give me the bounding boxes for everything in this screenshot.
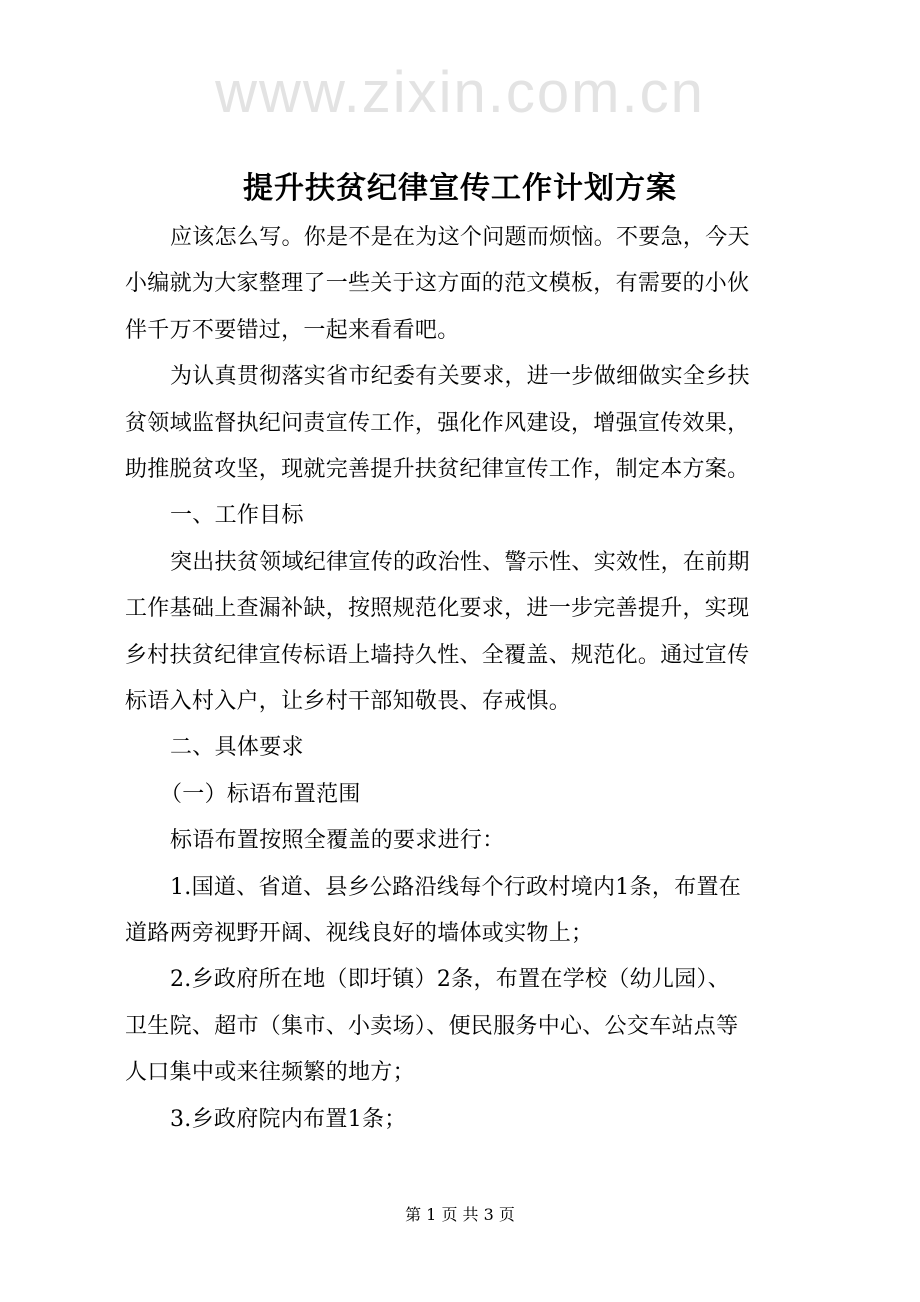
text-line: 突出扶贫领域纪律宣传的政治性、警示性、实效性，在前期 [170, 549, 750, 575]
text-line: 伴千万不要错过，一起来看看吧。 [125, 317, 460, 343]
text-line: 标语入村入户，让乡村干部知敬畏、存戒惧。 [125, 689, 572, 714]
text-line: 2.乡政府所在地（即圩镇）2条，布置在学校（幼儿园）、 [170, 967, 731, 993]
text-line: 乡村扶贫纪律宣传标语上墙持久性、全覆盖、规范化。通过宣传 [125, 642, 750, 668]
text-line: （一）标语布置范围 [160, 781, 361, 807]
page-footer: 第 1 页 共 3 页 [405, 1205, 515, 1224]
text-line: 为认真贯彻落实省市纪委有关要求，进一步做细做实全乡扶 [170, 364, 750, 390]
text-line: 小编就为大家整理了一些关于这方面的范文模板，有需要的小伙 [125, 271, 750, 297]
text-line: 卫生院、超市（集市、小卖场）、便民服务中心、公交车站点等 [125, 1013, 739, 1039]
text-line: 道路两旁视野开阔、视线良好的墙体或实物上； [125, 921, 594, 946]
watermark: www.zixin.com.cn [215, 60, 705, 125]
text-line: 人口集中或来往频繁的地方； [125, 1060, 415, 1086]
text-line: 应该怎么写。你是不是在为这个问题而烦恼。不要急，今天 [170, 225, 750, 250]
text-line: 3.乡政府院内布置1条； [170, 1106, 407, 1132]
text-line: 助推脱贫攻坚，现就完善提升扶贫纪律宣传工作，制定本方案。 [125, 457, 750, 482]
text-line: 标语布置按照全覆盖的要求进行： [170, 828, 505, 854]
text-line: 二、具体要求 [170, 735, 304, 761]
document-title: 提升扶贫纪律宣传工作计划方案 [243, 171, 677, 206]
text-line: 工作基础上查漏补缺，按照规范化要求，进一步完善提升，实现 [125, 596, 750, 622]
text-line: 贫领域监督执纪问责宣传工作，强化作风建设，增强宣传效果， [125, 410, 750, 436]
text-line: 一、工作目标 [170, 503, 304, 529]
text-line: 1.国道、省道、县乡公路沿线每个行政村境内1条，布置在 [170, 874, 742, 900]
